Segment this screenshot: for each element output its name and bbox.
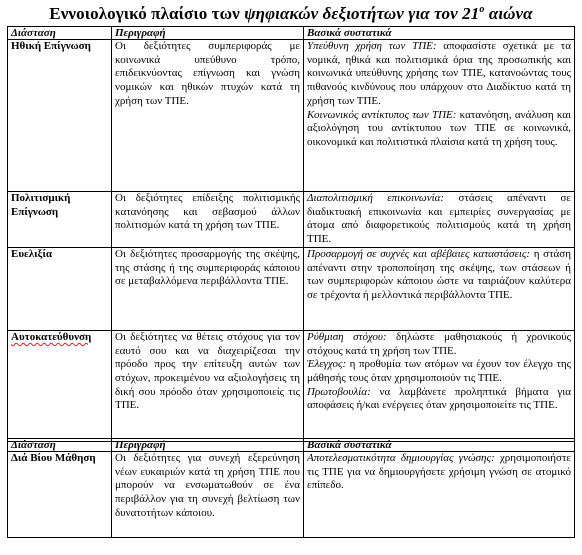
table-row [8,247,575,330]
skill-text: η στάση απέναντι στην τροποποίηση της σκέψης, των στάσεων ή των συμπεριφορών κάποιου ώστε να ταιριάζουν καλύτερα σε τρέχοντα ή μελλοντικά περιβάλλοντα ΤΠΕ. [307,247,571,301]
title-italic: ψηφιακών δεξιοτήτων για τον 21 [244,4,480,23]
header-dimension: Διάσταση [8,439,112,452]
skill-label: Έλεγχος: [307,358,347,371]
row-dimension [8,330,112,441]
skill-text: κατανόηση, ανάλυση και αξιολόγηση του αντίκτυπου των ΤΠΕ σε κοινωνικά, οικονομικά και πολιτιστικά πλαίσια κατά τη χρήση τους. [307,108,571,148]
skill-item [307,109,571,150]
skills-table [7,26,575,442]
row-skills [304,330,575,441]
skill-text: στάσεις απέναντι σε διαδικτυακή επικοινωνία και εμπειρίες συνεργασίας με άτομα από διαφορετικούς πολιτισμούς κατά τη χρήση ΤΠΕ. [307,192,571,246]
skill-text: αποφασίστε σχετικά με τα νομικά, ηθικά και πολιτισμικά όρια της προσωπικής και κοινωνικά υπεύθυνης χρήσης των ΤΠΕ, κατανοώντας τους πιθανούς κινδύνους που υπάρχουν στο Διαδίκτυο κατά τη χρήση των ΤΠΕ. [307,40,571,107]
row-dimension: Πολιτισμική Επίγνωση [8,192,112,248]
title-suffix: αιώνα [488,4,533,23]
table-row [8,192,575,248]
skill-item [307,386,571,413]
skill-item [307,40,571,109]
table-header-row [8,27,575,40]
row-description: Οι δεξιότητες συμπεριφοράς με κοινωνικά υπεύθυνο τρόπο, επιδεικνύοντας επίγνωση και γνώση νομικών και ηθικών πτυχών κατά τη χρήση των ΤΠΕ. [112,40,304,192]
title-prefix: Εννοιολογικό πλαίσιο των [49,4,240,23]
skill-text: να λαμβάνετε προληπτικά βήματα για αποφάσεις ή/και ενέργειες όταν χρησιμοποιείτε τις ΤΠΕ. [307,385,571,412]
skill-label: Κοινωνικός αντίκτυπος των ΤΠΕ: [307,108,457,121]
document-title [0,4,582,24]
skills-table-continued [7,438,575,538]
row-skills [304,452,575,538]
row-description: Οι δεξιότητες για συνεχή εξερεύνηση νέων ευκαιριών κατά τη χρήση ΤΠΕ που μπορούν να ενσωματωθούν σε ένα περιβάλλον για τη συνεχή βελτίωση των δυνατοτήτων κάποιου. [112,452,304,538]
header-skills: Βασικά συστατικά [304,27,575,40]
skill-text: χρησιμοποιήστε τις ΤΠΕ για να δημιουργήσετε χρήσιμη γνώση σε ατομικό επίπεδο. [307,452,571,492]
skill-item [307,331,571,358]
row-skills [304,247,575,330]
skill-label: Υπεύθυνη χρήση των ΤΠΕ: [307,40,437,52]
row-description: Οι δεξιότητες επίδειξης πολιτισμικής κατανόησης και σεβασμού άλλων πολιτισμών κατά τη χρήση των ΤΠΕ. [112,192,304,248]
row-dimension: Ευελιξία [8,247,112,330]
skill-label: Αποτελεσματικότητα δημιουργίας γνώσης: [307,452,495,464]
header-skills: Βασικά συστατικά [304,439,575,452]
row-description: Οι δεξιότητες προσαρμογής της σκέψης, της στάσης ή της συμπεριφοράς κάποιου σε μεταβαλλόμενα περιβάλλοντα ΤΠΕ. [112,247,304,330]
skill-text: η προθυμία των ατόμων να έχουν τον έλεγχο της μάθησής τους όταν χρησιμοποιούν τις ΤΠΕ. [307,358,571,384]
skill-item [307,358,571,385]
skill-label: Προσαρμογή σε συχνές και αβέβαιες καταστάσεις: [307,247,530,260]
row-description: Οι δεξιότητες να θέτεις στόχους για τον εαυτό σου και να διαχειρίζεσαι την πρόοδο προς την επίτευξη αυτών των στόχων, προκειμένου να αξιολογήσεις τη δική σου πρόοδο όταν χρησιμοποιείς τις ΤΠΕ. [112,330,304,441]
dimension-text: Αυτοκατεύθυνση [11,330,92,343]
header-description: Περιγραφή [112,27,304,40]
skill-item [307,452,571,493]
header-dimension: Διάσταση [8,27,112,40]
skill-label: Διαπολιτισμική επικοινωνία: [307,192,445,204]
table-header-row [8,439,575,452]
table-row [8,452,575,538]
table-row [8,40,575,192]
table-row [8,330,575,441]
row-dimension: Ηθική Επίγνωση [8,40,112,192]
skill-label: Πρωτοβουλία: [307,385,371,398]
row-skills [304,192,575,248]
header-description: Περιγραφή [112,439,304,452]
skill-item [307,248,571,303]
row-skills [304,40,575,192]
skill-label: Ρύθμιση στόχου: [307,330,387,343]
title-superscript: ο [479,4,485,15]
skill-text: δηλώστε μαθησιακούς ή χρονικούς στόχους κατά τη χρήση των ΤΠΕ. [307,330,572,357]
row-dimension: Διά Βίου Μάθηση [8,452,112,538]
skill-item [307,192,571,247]
